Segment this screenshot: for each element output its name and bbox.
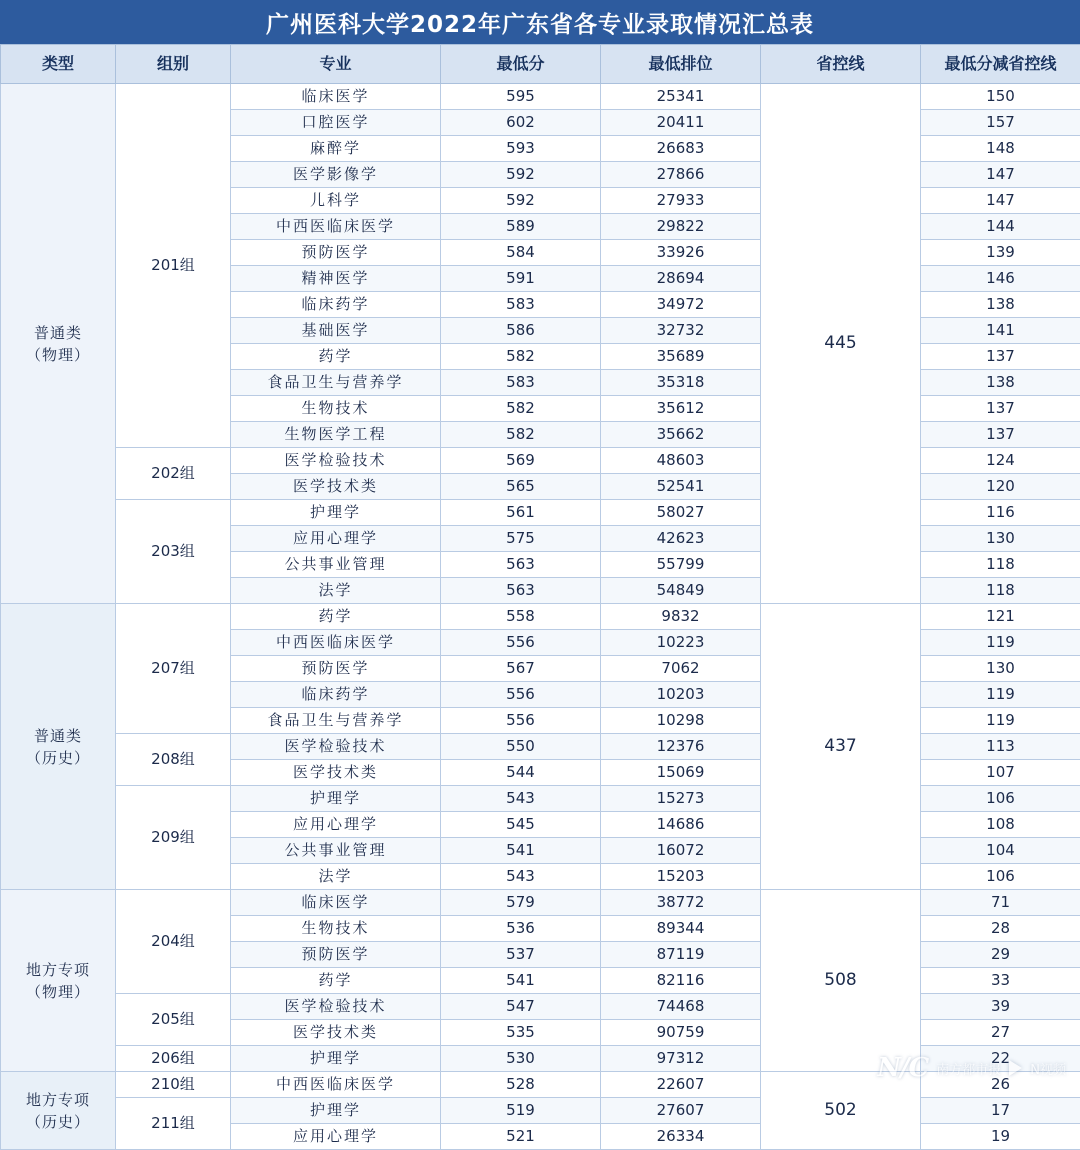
cell-major: 临床药学 [231,682,441,708]
cell-score-diff: 148 [921,136,1080,162]
cell-group: 208组 [116,734,231,786]
cell-min-rank: 28694 [601,266,761,292]
cell-score-diff: 120 [921,474,1080,500]
cell-major: 护理学 [231,1046,441,1072]
cell-min-rank: 10223 [601,630,761,656]
cell-score-diff: 33 [921,968,1080,994]
cell-score-diff: 39 [921,994,1080,1020]
cell-group: 211组 [116,1098,231,1150]
cell-min-score: 582 [441,422,601,448]
cell-min-rank: 20411 [601,110,761,136]
cell-score-diff: 130 [921,656,1080,682]
cell-min-score: 543 [441,864,601,890]
cell-min-score: 537 [441,942,601,968]
cell-major: 药学 [231,968,441,994]
cell-score-diff: 17 [921,1098,1080,1124]
cell-major: 护理学 [231,786,441,812]
cell-min-rank: 26334 [601,1124,761,1150]
cell-major: 口腔医学 [231,110,441,136]
cell-score-diff: 108 [921,812,1080,838]
cell-min-score: 547 [441,994,601,1020]
cell-min-score: 541 [441,838,601,864]
cell-min-rank: 55799 [601,552,761,578]
cell-min-rank: 42623 [601,526,761,552]
cell-min-rank: 87119 [601,942,761,968]
cell-type: 普通类 （历史） [1,604,116,890]
cell-major: 法学 [231,864,441,890]
cell-major: 公共事业管理 [231,838,441,864]
cell-group: 202组 [116,448,231,500]
cell-min-rank: 58027 [601,500,761,526]
cell-min-rank: 27933 [601,188,761,214]
cell-major: 中西医临床医学 [231,1072,441,1098]
watermark-sub: N视频 [1030,1059,1066,1078]
cell-min-score: 530 [441,1046,601,1072]
cell-min-rank: 9832 [601,604,761,630]
cell-min-rank: 14686 [601,812,761,838]
cell-group: 203组 [116,500,231,604]
cell-major: 临床医学 [231,84,441,110]
cell-major: 法学 [231,578,441,604]
cell-min-rank: 34972 [601,292,761,318]
cell-min-score: 593 [441,136,601,162]
cell-major: 生物技术 [231,396,441,422]
cell-major: 预防医学 [231,240,441,266]
table-row [1,1072,1080,1098]
cell-control-line: 508 [761,890,921,1072]
page-title: 广州医科大学2022年广东省各专业录取情况汇总表 [0,0,1080,44]
cell-major: 临床医学 [231,890,441,916]
cell-score-diff: 29 [921,942,1080,968]
cell-min-rank: 22607 [601,1072,761,1098]
cell-min-rank: 7062 [601,656,761,682]
cell-min-rank: 10298 [601,708,761,734]
cell-major: 应用心理学 [231,526,441,552]
cell-control-line: 502 [761,1072,921,1150]
cell-score-diff: 28 [921,916,1080,942]
cell-group: 204组 [116,890,231,994]
cell-min-score: 569 [441,448,601,474]
cell-score-diff: 157 [921,110,1080,136]
cell-major: 生物技术 [231,916,441,942]
cell-min-rank: 15203 [601,864,761,890]
cell-major: 医学技术类 [231,474,441,500]
cell-major: 医学影像学 [231,162,441,188]
cell-min-rank: 54849 [601,578,761,604]
cell-major: 护理学 [231,1098,441,1124]
cell-major: 应用心理学 [231,812,441,838]
header-row [1,45,1080,84]
column-header-score-diff: 最低分减省控线 [921,45,1080,84]
cell-major: 生物医学工程 [231,422,441,448]
cell-score-diff: 113 [921,734,1080,760]
cell-score-diff: 107 [921,760,1080,786]
cell-min-score: 595 [441,84,601,110]
cell-min-score: 543 [441,786,601,812]
cell-major: 医学技术类 [231,1020,441,1046]
cell-score-diff: 147 [921,188,1080,214]
cell-min-score: 536 [441,916,601,942]
cell-major: 食品卫生与营养学 [231,370,441,396]
column-header-control-line: 省控线 [761,45,921,84]
cell-min-score: 528 [441,1072,601,1098]
cell-min-rank: 16072 [601,838,761,864]
cell-control-line: 437 [761,604,921,890]
cell-major: 预防医学 [231,656,441,682]
cell-min-score: 575 [441,526,601,552]
cell-min-score: 582 [441,396,601,422]
cell-min-rank: 27607 [601,1098,761,1124]
cell-min-score: 591 [441,266,601,292]
cell-major: 中西医临床医学 [231,630,441,656]
cell-score-diff: 138 [921,370,1080,396]
cell-min-score: 592 [441,162,601,188]
cell-min-score: 563 [441,578,601,604]
cell-min-score: 544 [441,760,601,786]
cell-min-score: 586 [441,318,601,344]
cell-major: 麻醉学 [231,136,441,162]
cell-min-score: 565 [441,474,601,500]
cell-min-rank: 89344 [601,916,761,942]
column-header-major: 专业 [231,45,441,84]
cell-major: 食品卫生与营养学 [231,708,441,734]
column-header-group: 组别 [116,45,231,84]
cell-major: 药学 [231,604,441,630]
cell-type: 普通类 （物理） [1,84,116,604]
cell-group: 201组 [116,84,231,448]
cell-score-diff: 121 [921,604,1080,630]
cell-min-rank: 15069 [601,760,761,786]
cell-min-score: 602 [441,110,601,136]
watermark-text: 南方都市报 [936,1059,1001,1078]
cell-min-score: 541 [441,968,601,994]
cell-min-rank: 33926 [601,240,761,266]
cell-min-rank: 26683 [601,136,761,162]
cell-min-rank: 38772 [601,890,761,916]
table-header [1,45,1080,84]
cell-min-rank: 74468 [601,994,761,1020]
cell-score-diff: 137 [921,422,1080,448]
cell-min-rank: 12376 [601,734,761,760]
cell-min-rank: 82116 [601,968,761,994]
column-header-min-rank: 最低排位 [601,45,761,84]
admission-table [0,44,1080,1150]
cell-major: 医学检验技术 [231,734,441,760]
cell-min-score: 535 [441,1020,601,1046]
cell-major: 儿科学 [231,188,441,214]
cell-min-rank: 29822 [601,214,761,240]
cell-major: 公共事业管理 [231,552,441,578]
cell-score-diff: 22 [921,1046,1080,1072]
cell-major: 中西医临床医学 [231,214,441,240]
cell-min-rank: 52541 [601,474,761,500]
cell-min-score: 583 [441,292,601,318]
cell-score-diff: 118 [921,578,1080,604]
cell-min-rank: 35318 [601,370,761,396]
column-header-min-score: 最低分 [441,45,601,84]
cell-control-line: 445 [761,84,921,604]
cell-min-score: 567 [441,656,601,682]
cell-min-rank: 97312 [601,1046,761,1072]
cell-min-rank: 10203 [601,682,761,708]
cell-min-score: 556 [441,708,601,734]
cell-major: 临床药学 [231,292,441,318]
cell-score-diff: 144 [921,214,1080,240]
cell-type: 地方专项 （物理） [1,890,116,1072]
cell-score-diff: 139 [921,240,1080,266]
table-row [1,604,1080,630]
cell-score-diff: 27 [921,1020,1080,1046]
cell-min-rank: 35689 [601,344,761,370]
cell-group: 207组 [116,604,231,734]
cell-major: 药学 [231,344,441,370]
cell-min-score: 563 [441,552,601,578]
table-row [1,84,1080,110]
cell-min-score: 545 [441,812,601,838]
cell-score-diff: 106 [921,864,1080,890]
cell-score-diff: 26 [921,1072,1080,1098]
cell-type: 地方专项 （历史） [1,1072,116,1150]
watermark-logo: N/C [877,1053,928,1083]
cell-score-diff: 141 [921,318,1080,344]
cell-group: 206组 [116,1046,231,1072]
cell-min-score: 579 [441,890,601,916]
cell-score-diff: 147 [921,162,1080,188]
cell-major: 基础医学 [231,318,441,344]
cell-min-rank: 15273 [601,786,761,812]
cell-min-score: 582 [441,344,601,370]
cell-major: 预防医学 [231,942,441,968]
cell-score-diff: 116 [921,500,1080,526]
cell-min-rank: 27866 [601,162,761,188]
cell-score-diff: 106 [921,786,1080,812]
cell-min-score: 589 [441,214,601,240]
cell-major: 医学检验技术 [231,994,441,1020]
cell-min-rank: 48603 [601,448,761,474]
cell-min-score: 558 [441,604,601,630]
cell-group: 210组 [116,1072,231,1098]
cell-score-diff: 130 [921,526,1080,552]
cell-score-diff: 119 [921,630,1080,656]
cell-score-diff: 118 [921,552,1080,578]
cell-min-score: 592 [441,188,601,214]
cell-major: 医学技术类 [231,760,441,786]
cell-score-diff: 119 [921,682,1080,708]
cell-major: 精神医学 [231,266,441,292]
cell-group: 205组 [116,994,231,1046]
cell-score-diff: 19 [921,1124,1080,1150]
cell-min-rank: 90759 [601,1020,761,1046]
cell-min-rank: 35612 [601,396,761,422]
cell-min-rank: 32732 [601,318,761,344]
column-header-type: 类型 [1,45,116,84]
cell-min-rank: 35662 [601,422,761,448]
cell-min-score: 556 [441,682,601,708]
cell-major: 应用心理学 [231,1124,441,1150]
table-body [1,84,1080,1150]
cell-score-diff: 146 [921,266,1080,292]
table-row [1,890,1080,916]
cell-score-diff: 138 [921,292,1080,318]
cell-major: 护理学 [231,500,441,526]
cell-min-rank: 25341 [601,84,761,110]
cell-score-diff: 119 [921,708,1080,734]
cell-score-diff: 137 [921,396,1080,422]
cell-major: 医学检验技术 [231,448,441,474]
cell-score-diff: 124 [921,448,1080,474]
cell-min-score: 583 [441,370,601,396]
cell-min-score: 519 [441,1098,601,1124]
cell-score-diff: 104 [921,838,1080,864]
cell-min-score: 584 [441,240,601,266]
cell-score-diff: 137 [921,344,1080,370]
cell-score-diff: 150 [921,84,1080,110]
cell-group: 209组 [116,786,231,890]
cell-min-score: 556 [441,630,601,656]
cell-score-diff: 71 [921,890,1080,916]
cell-min-score: 550 [441,734,601,760]
cell-min-score: 561 [441,500,601,526]
cell-min-score: 521 [441,1124,601,1150]
